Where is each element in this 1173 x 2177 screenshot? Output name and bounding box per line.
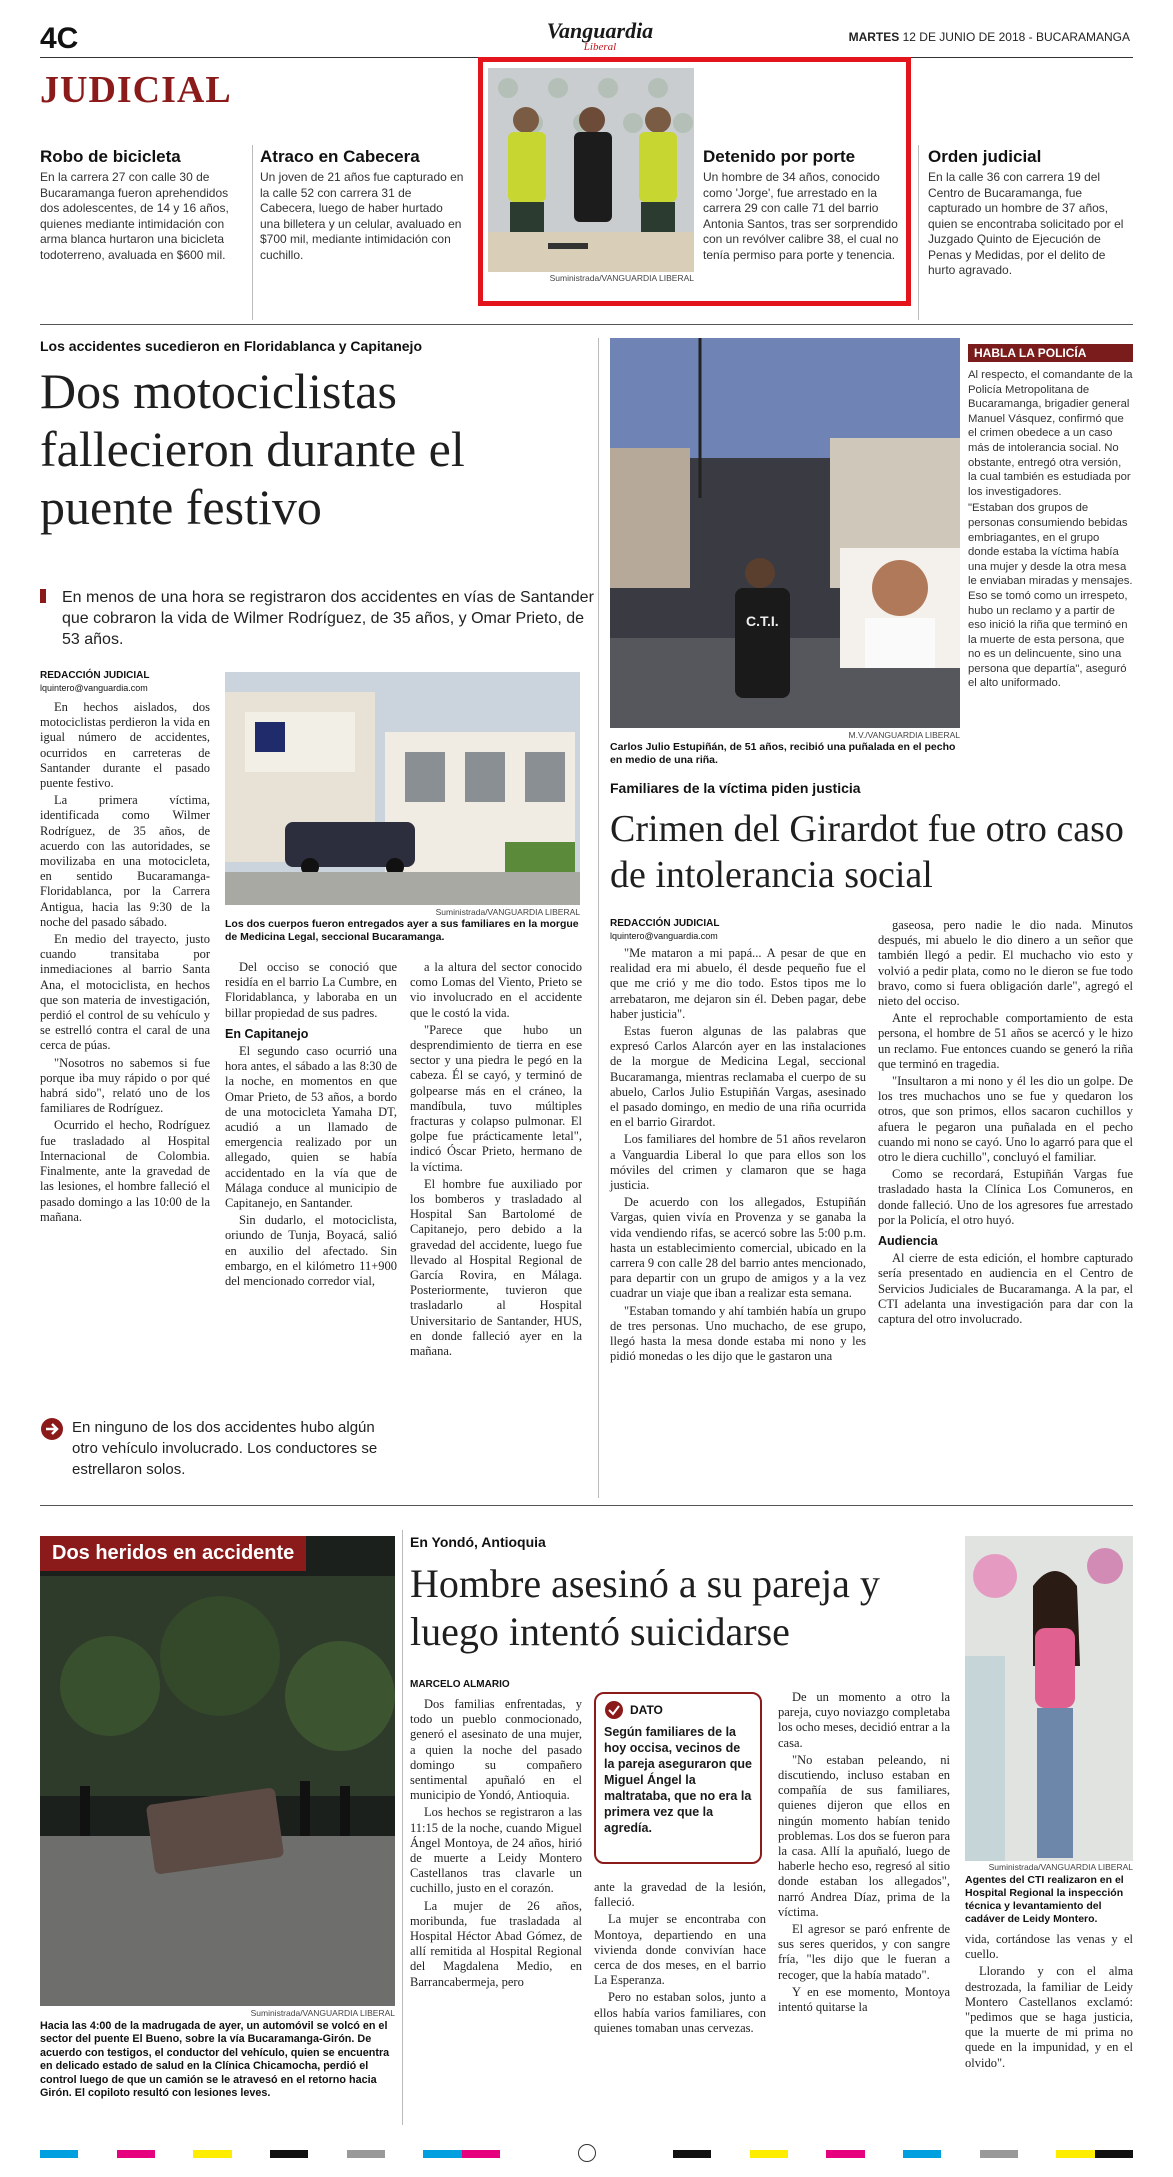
brief-text: En la calle 36 con carrera 19 del Centro de Bucaramanga, fue capturado un hombre de 37 años, quien se encontraba solicitado por el Juzgado Quinto de Ejecución de Penas y Medidas, por el delito de hurto agravado. [928, 170, 1124, 277]
paragraph: La primera víctima, identificada como Wilmer Rodríguez, de 35 años, de acuerdo con las autoridades, se movilizaba en una motocicleta, en sentido Bucaramanga-Floridablanca, por la Carrera Antigua, hacia las 9:30 de la noche del pasado sábado. [40, 793, 210, 929]
column-rule [402, 1530, 403, 2125]
paragraph: "Estaban dos grupos de personas consumiendo bebidas embriagantes, en el grupo donde estaba la víctima había una mujer y desde la otra mesa le enviaban miradas y mensajes. Eso se tomó como un irrespeto, hubo un reclamo y a partir de eso inició la riña que terminó en la muerte de esta persona, que no es un delincuente, sino una persona que departía", aseguró el alto uniformado. [968, 502, 1133, 690]
paragraph: Como se recordará, Estupiñán Vargas fue trasladado hasta la Clínica Los Comuneros, en donde falleció. Uno de los agresores fue arrestado por la Policía, el otro huyó. [878, 1167, 1133, 1227]
story1-col3 [410, 960, 582, 1361]
story1-col1 [40, 700, 210, 1227]
paragraph: Al cierre de esta edición, el hombre capturado sería presentado en audiencia en el Centro de Servicios Judiciales de Bucaramanga. A la par, el CTI adelanta una investigación para dar con la captura del otro involucrado. [878, 1251, 1133, 1327]
police-sidebar [968, 344, 1133, 691]
paragraph: Del occiso se conoció que residía en el barrio La Cumbre, en Floridablanca, y laboraba en un billar propiedad de sus padres. [225, 960, 397, 1020]
cti-photo [610, 338, 960, 728]
photo-caption: Hacia las 4:00 de la madrugada de ayer, un automóvil se volcó en el sector del puente El Bueno, sobre la vía Bucaramanga-Girón. De acuerdo con testigos, el conductor del vehículo, quien se encuentra en delicado estado de salud en la Clínica Chicamocha, perdió el control luego de que un camión se le atravesó en el retorno hacia Girón. El copiloto resultó con lesiones leves. [40, 2020, 390, 2100]
byline-name: REDACCIÓN JUDICIAL [40, 670, 150, 681]
accident-box-title: Dos heridos en accidente [40, 1536, 306, 1571]
paragraph: Estas fueron algunas de las palabras que expresó Carlos Alarcón ayer en las instalaciones de la morgue de Medicina Legal, seccional Bucaramanga, mientras reclamaba el cuerpo de su abuelo, Carlos Julio Estupiñán Vargas, asesinado el pasado domingo, en medio de una riña ocurrida en el barrio Girardot. [610, 1024, 866, 1130]
story2-kicker: Familiares de la víctima piden justicia [610, 780, 861, 796]
paragraph: "Insultaron a mi nono y él les dio un golpe. De los tres muchachos uno se fue y quedaron los otros, que son primos, ellos sacaron cuchillos y afuera le pegaron una puñalada en el pecho cuando mi nono se cayó. Uno lo agarró para que el otro le diera cuchillo", concluyó el familiar. [878, 1074, 1133, 1165]
story4-byline: MARCELO ALMARIO [410, 1679, 510, 1690]
story4-col2 [594, 1880, 766, 2038]
section-rule [40, 1505, 1133, 1506]
byline-email: lquintero@vanguardia.com [40, 683, 148, 693]
brief-detenido [703, 147, 903, 263]
story4-kicker: En Yondó, Antioquia [410, 1534, 546, 1550]
masthead [530, 20, 670, 53]
paragraph: vida, cortándose las venas y el cuello. [965, 1932, 1133, 1962]
photo-caption: Agentes del CTI realizaron en el Hospital Regional la inspección técnica y levantamiento del cadáver de Leidy Montero. [965, 1874, 1124, 1925]
sidebar-text [968, 368, 1133, 691]
paragraph: Los familiares del hombre de 51 años revelaron a Vanguardia Liberal lo que para ellos son los móviles del crimen y clamaron que se haga justicia. [610, 1132, 866, 1193]
story1-kicker: Los accidentes sucedieron en Floridablanca y Capitanejo [40, 338, 422, 354]
arrow-right-icon [40, 1417, 64, 1441]
paragraph: De acuerdo con los allegados, Estupiñán Vargas, quien vivía en Provenza y se ganaba la vida vendiendo rifas, se acercó sobre las 5:00 p.m. hasta un establecimiento comercial, ubicado en la carrera 9 con calle 28 del barrio antes mencionado, para departir con un grupo de amigos y a la vez cuadrar un viaje que iban a realizar esta semana. [610, 1195, 866, 1301]
paragraph: Los hechos se registraron a las 11:15 de la noche, cuando Miguel Ángel Montoya, de 24 años, hirió de muerte a Leidy Montero Castellanos tras clavarle un cuchillo, justo en el corazón. [410, 1805, 582, 1896]
masthead-subtitle: Liberal [583, 41, 617, 53]
brief-text: En la carrera 27 con calle 30 de Bucaramanga fueron aprehendidos dos adolescentes, de 14 y 16 años, quienes mediante intimidación con arma blanca hurtaron una bicicleta todoterreno, avaluada en $600 mil. [40, 170, 229, 262]
byline-name: REDACCIÓN JUDICIAL [610, 918, 720, 929]
paragraph: Al respecto, el comandante de la Policía Metropolitana de Bucaramanga, brigadier general Manuel Vásquez, confirmó que el crimen obedece a un caso más de intolerancia social. No obstante, entregó otra versión, la cual también es estudiada por los investigadores. [968, 369, 1133, 498]
paragraph: Dos familias enfrentadas, y todo un pueblo conmocionado, generó el asesinato de una mujer, a quien la noche del pasado domingo su compañero sentimental apuñaló en el municipio de Yondó, Antioquia. [410, 1697, 582, 1803]
paragraph: El segundo caso ocurrió una hora antes, el sábado a las 8:30 de la noche, en momentos en que Omar Prieto, de 53 años, a bordo de una motocicleta Yamaha DT, acudió a un llamado de emergencia realizado por un allegado, quien se había accidentado en la vía que de Málaga conduce al municipio de Capitanejo, en Santander. [225, 1044, 397, 1211]
paragraph: gaseosa, pero nadie le dio nada. Minutos después, mi abuelo le dio dinero a un señor que también llegó a pedir. El muchacho vio esto y volvió a pedir plata, como no le dieron se fue todo bravo, como si fuera obligación darle", agregó el nieto del occiso. [878, 918, 1133, 1009]
print-color-bar-right [673, 2150, 1133, 2158]
photo-credit: Suministrada/VANGUARDIA LIBERAL [250, 2008, 395, 2018]
paragraph: ante la gravedad de la lesión, falleció. [594, 1880, 766, 1910]
dato-box [594, 1692, 762, 1864]
paragraph: "No estaban peleando, ni discutiendo, incluso estaban en compañía de sus familiares, quienes dijeron que ellos en ningún momento habían tenido problemas. Los dos se fueron para la casa. Allí la apuñaló, luego de haberle hecho eso, regresó al sitio donde estaban los allegados", narró Andrea Díaz, prima de la víctima. [778, 1752, 950, 1919]
print-color-bar-left [40, 2150, 500, 2158]
paragraph: En hechos aislados, dos motociclistas perdieron la vida en igual número de accidentes, ocurridos en carreteras de Santander durante el pasado puente festivo. [40, 700, 210, 791]
story4-col4 [965, 1932, 1133, 2073]
lede-text: En menos de una hora se registraron dos accidentes en vías de Santander que cobraron la vida de Wilmer Rodríguez, de 35 años, y Omar Prieto, de 53 años. [62, 589, 594, 648]
masthead-title: Vanguardia [546, 18, 654, 43]
column-rule [598, 338, 599, 1498]
brief-atraco [260, 147, 465, 263]
paragraph: De un momento a otro la pareja, cuyo noviazgo completaba los ocho meses, decidió entrar a la casa. [778, 1690, 950, 1750]
lede-marker-icon [40, 589, 52, 629]
brief-robo [40, 147, 245, 263]
story1-pullout [40, 1417, 400, 1480]
paragraph: Y en ese momento, Montoya intentó quitarse la [778, 1984, 950, 2015]
photo-caption: Carlos Julio Estupiñán, de 51 años, recibió una puñalada en el pecho en medio de una riña. [610, 741, 956, 766]
story1-headline: Dos motociclistas fallecieron durante el puente festivo [40, 363, 465, 535]
brief-orden [928, 147, 1133, 279]
page-date [770, 30, 1130, 44]
paragraph: La mujer de 26 años, moribunda, fue trasladada al Hospital Héctor Abad Gómez, de allí remitida al Hospital Regional del Magdalena Medio, en Barrancabermeja, pero [410, 1898, 582, 1989]
brief-title: Robo de bicicleta [40, 147, 181, 166]
story4-headline: Hombre asesinó a su pareja y luego intentó suicidarse [410, 1561, 880, 1654]
info-icon [604, 1700, 624, 1720]
dato-text: Según familiares de la hoy occisa, vecinos de la pareja aseguraron que Miguel Ángel la maltrataba, que no era la primera vez que la agredía. [604, 1725, 752, 1835]
accident-photo-illustration [40, 1536, 395, 2006]
story2-byline [610, 918, 860, 942]
story2-headline: Crimen del Girardot fue otro caso de intolerancia social [610, 808, 1124, 896]
cti-photo-inset-label: C.T.I. [746, 613, 779, 629]
story1-byline [40, 670, 210, 694]
arrest-photo-illustration [488, 68, 694, 272]
section-title: JUDICIAL [40, 69, 232, 111]
paragraph: "Me mataron a mi papá... A pesar de que en realidad era mi abuelo, él desde pequeño fue el que me crió y me dio todo. Estos tipos me lo arrebataron, me dejaron sin él. Deben pagar, debe haber justicia". [610, 946, 866, 1021]
dato-title: DATO [630, 1703, 663, 1717]
column-rule [252, 145, 253, 320]
paragraph: El agresor se paró enfrente de sus seres queridos, y con sangre fría, "les dijo que le fueran a recoger, que la había matado". [778, 1922, 950, 1982]
paragraph: El hombre fue auxiliado por los bomberos y trasladado al Hospital San Bartolomé de Capitanejo, pero debido a la gravedad del accidente, luego fue llevado al Hospital Regional de García Rovira, en Málaga. Posteriormente, tuvieron que trasladarlo al Hospital Universitario de Santander, HUS, en donde falleció ayer en la mañana. [410, 1176, 582, 1359]
paragraph: Pero no estaban solos, junto a ellos había varios familiares, con quienes tomaban unas cervezas. [594, 1990, 766, 2035]
registration-mark-icon [578, 2144, 596, 2162]
brief-title: Orden judicial [928, 147, 1042, 166]
cti-photo-illustration [610, 338, 960, 728]
morgue-photo [225, 672, 580, 905]
section-rule [40, 324, 1133, 325]
paragraph: Ante el reprochable comportamiento de esta persona, el hombre de 51 años se acercó y le hizo un reclamo. Fue entonces cuando se generó la riña que terminó en tragedia. [878, 1011, 1133, 1071]
date-rest: 12 DE JUNIO DE 2018 - BUCARAMANGA [902, 30, 1130, 44]
photo-credit: Suministrada/VANGUARDIA LIBERAL [549, 273, 694, 283]
story2-col2 [878, 918, 1133, 1329]
paragraph: Llorando y con el alma destrozada, la familiar de Leidy Montero Castellanos exclamó: "pedimos que se haga justicia, que la muerte de mi prima no quede en la impunidad, y en el olvido". [965, 1964, 1133, 2070]
morgue-photo-illustration [225, 672, 580, 905]
victim-photo [965, 1536, 1133, 1861]
subhead: En Capitanejo [225, 1026, 309, 1041]
paragraph: Sin dudarlo, el motociclista, oriundo de Tunja, Boyacá, salió en auxilio del afectado. Sin embargo, en el kilómetro 11+900 del mencionado corredor vial, [225, 1213, 397, 1289]
photo-credit: M.V./VANGUARDIA LIBERAL [848, 730, 960, 740]
sidebar-title: HABLA LA POLICÍA [968, 344, 1133, 362]
brief-title: Atraco en Cabecera [260, 147, 420, 166]
paragraph: "Parece que hubo un desprendimiento de tierra en ese sector y una piedra le pegó en la cabeza. Él se cayó, y terminó de golpearse más en el cráneo, la mandíbula, tuvo múltiples fracturas y colapso pulmonar. El golpe fue prácticamente letal", indicó Óscar Prieto, hermano de la víctima. [410, 1022, 582, 1174]
column-rule [918, 145, 919, 320]
victim-photo-illustration [965, 1536, 1133, 1861]
brief-title: Detenido por porte [703, 147, 856, 166]
story2-col1 [610, 946, 866, 1366]
story4-col1 [410, 1697, 582, 1992]
story1-col2 [225, 960, 397, 1291]
paragraph: "Nosotros no sabemos si fue porque iba muy rápido o por qué habrá sido", relató uno de los familiares de Rodríguez. [40, 1055, 210, 1116]
paragraph: Ocurrido el hecho, Rodríguez fue trasladado al Hospital Internacional de Colombia. Finalmente, ante la gravedad de las lesiones, el hombre falleció el pasado domingo a las 10:00 de la mañana. [40, 1118, 210, 1224]
paragraph: a la altura del sector conocido como Lomas del Viento, Prieto se vio involucrado en el accidente que le costó la vida. [410, 960, 582, 1020]
byline-email: lquintero@vanguardia.com [610, 931, 718, 941]
page-number: 4C [40, 22, 79, 55]
pullout-text: En ninguno de los dos accidentes hubo algún otro vehículo involucrado. Los conductores se estrellaron solos. [72, 1419, 378, 1478]
paragraph: "Estaban tomando y ahí también había un grupo de tres personas. Uno muchacho, de ese grupo, llegó hasta la mesa donde estaba mi nono y les pidió monedas o les dijo que le gastaron una [610, 1303, 866, 1364]
subhead: Audiencia [878, 1234, 938, 1249]
brief-text: Un joven de 21 años fue capturado en la calle 52 con carrera 31 de Cabecera, luego de haber hurtado una billetera y un celular, avaluado en $700 mil, mediante intimidación con cuchillo. [260, 170, 464, 262]
brief-text: Un hombre de 34 años, conocido como 'Jorge', fue arrestado en la carrera 29 con calle 71 del barrio Antonia Santos, tras ser sorprendido con un revólver calibre 38, el cual no tenía permiso para porte y tenencia. [703, 170, 899, 262]
story4-col3 [778, 1690, 950, 2017]
photo-credit: Suministrada/VANGUARDIA LIBERAL [435, 907, 580, 917]
story1-lede [40, 587, 605, 650]
arrest-photo [488, 68, 694, 272]
paragraph: La mujer se encontraba con Montoya, departiendo en una vivienda donde convivían hace cerca de dos meses, en el barrio La Esperanza. [594, 1912, 766, 1988]
paragraph: En medio del trayecto, justo cuando transitaba por inmediaciones al barrio Santa Ana, el motociclista, en hechos que son materia de investigación, perdió el control de su vehículo y se estrelló contra el caral de una cerca de púas. [40, 932, 210, 1053]
accident-photo [40, 1536, 395, 2006]
photo-caption: Los dos cuerpos fueron entregados ayer a sus familiares en la morgue de Medicina Legal, seccional Bucaramanga. [225, 918, 579, 943]
date-day: MARTES [848, 30, 900, 44]
dato-header [604, 1700, 752, 1720]
photo-credit: Suministrada/VANGUARDIA LIBERAL [988, 1862, 1133, 1872]
